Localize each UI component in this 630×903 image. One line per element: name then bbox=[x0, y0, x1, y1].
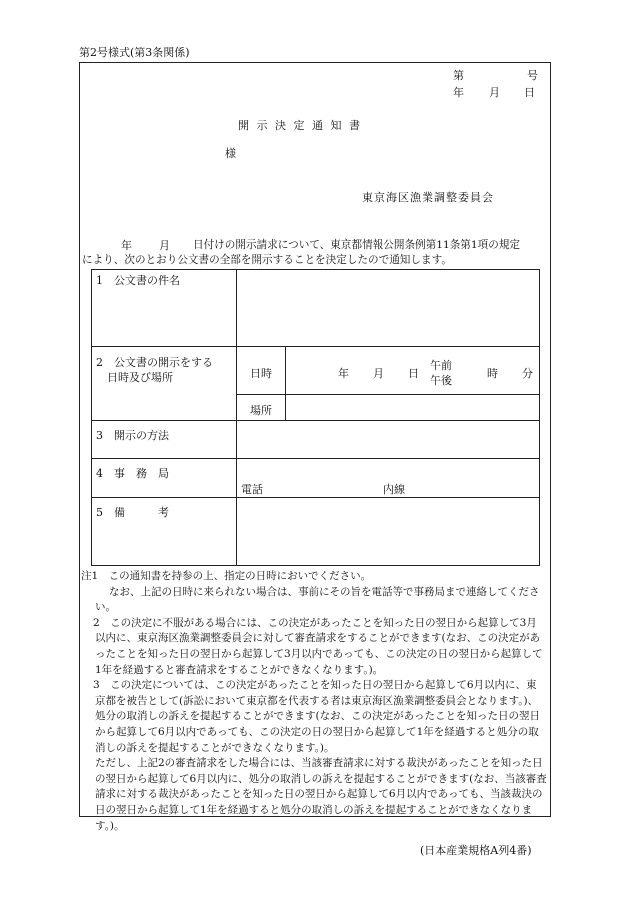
place-label: 場所 bbox=[250, 404, 272, 417]
am-label: 午前 bbox=[430, 359, 452, 372]
phone-label: 電話 bbox=[241, 483, 263, 496]
row-divider-4 bbox=[91, 497, 539, 498]
body-text-line2: により、次のとおり公文書の全部を開示することを決定したので通知します。 bbox=[82, 254, 452, 266]
table-border-left bbox=[91, 269, 92, 565]
date-day: 日 bbox=[524, 86, 535, 99]
table-border-bottom bbox=[91, 565, 540, 566]
date-month: 月 bbox=[489, 86, 500, 99]
row-divider-1 bbox=[91, 346, 539, 347]
issuer-name: 東京海区漁業調整委員会 bbox=[362, 191, 494, 204]
body-year: 年 bbox=[121, 239, 132, 252]
row2-label-line2: 日時及び場所 bbox=[107, 371, 173, 384]
body-month: 月 bbox=[159, 239, 170, 252]
extension-label: 内線 bbox=[383, 483, 405, 496]
addressee-suffix: 様 bbox=[225, 147, 236, 160]
row2-label-line1: 2 公文書の開示をする bbox=[96, 356, 213, 369]
pm-label: 午後 bbox=[430, 374, 452, 387]
date-year: 年 bbox=[453, 86, 464, 99]
footer-standard: (日本産業規格A列4番) bbox=[420, 844, 532, 857]
row-divider-3 bbox=[91, 458, 539, 459]
note-1-detail: なお、上記の日時に来られない場合は、事前にその旨を電話等で事務局まで連絡してください。 bbox=[95, 585, 540, 614]
table-border-top bbox=[91, 269, 539, 270]
dt-day: 日 bbox=[408, 367, 419, 380]
row4-label: 4 事 務 局 bbox=[96, 467, 169, 480]
row-divider-2 bbox=[91, 420, 539, 421]
row5-label: 5 備 考 bbox=[96, 506, 169, 519]
notes bbox=[81, 569, 547, 834]
dt-year: 年 bbox=[338, 367, 349, 380]
note-1: 注1 この通知書を持参の上、指定の日時においでください。 bbox=[81, 570, 372, 582]
dt-month: 月 bbox=[373, 367, 384, 380]
table-border-right bbox=[539, 269, 540, 565]
number-prefix: 第 bbox=[453, 69, 464, 82]
form-label: 第2号様式(第3条関係) bbox=[79, 46, 190, 59]
hour-label: 時 bbox=[487, 367, 498, 380]
subcolumn-divider bbox=[285, 346, 286, 420]
datetime-place-divider bbox=[236, 394, 539, 395]
document-title: 開 示 決 定 通 知 書 bbox=[238, 119, 362, 132]
note-2: 2 この決定に不服がある場合には、この決定があったことを知った日の翌日から起算して3月以内に、東京海区漁業調整委員会に対して審査請求をすることができます(なお、この決定があったことを知った日の翌日から起算して3月以内であっても、この決定の日の翌日から起算して1年を経過すると審査請求をすることができなくなります。)。 bbox=[93, 616, 543, 676]
note-3-detail: ただし、上記2の審査請求をした場合には、当該審査請求に対する裁決があったことを知った日の翌日から起算して6月以内に、処分の取消しの訴えを提起することができます(なお、当該審査請求に対する裁決があったことを知った日の翌日から起算して6月以内であっても、当該裁決の日の翌日から起算して1年を経過すると処分の取消しの訴えを提起することができなくなります。)。 bbox=[95, 757, 547, 832]
row3-label: 3 開示の方法 bbox=[96, 429, 169, 442]
row1-label: 1 公文書の件名 bbox=[96, 274, 180, 287]
datetime-label: 日時 bbox=[250, 367, 272, 380]
minute-label: 分 bbox=[522, 367, 533, 380]
table-col-divider bbox=[236, 269, 237, 565]
note-3: 3 この決定については、この決定があったことを知った日の翌日から起算して6月以内に、東京都を被告として(訴訟において東京都を代表する者は東京海区漁業調整委員会となります。)、処分の取消しの訴えを提起することができます(なお、この決定があったことを知った日の翌日から起算して6月以内であっても、この決定の日の翌日から起算して1年を経過すると処分の取消しの訴えを提起することができなくなります。)。 bbox=[93, 679, 540, 754]
number-suffix: 号 bbox=[527, 69, 538, 82]
body-text-line1: 日付けの開示請求について、東京都情報公開条例第11条第1項の規定 bbox=[193, 239, 521, 251]
